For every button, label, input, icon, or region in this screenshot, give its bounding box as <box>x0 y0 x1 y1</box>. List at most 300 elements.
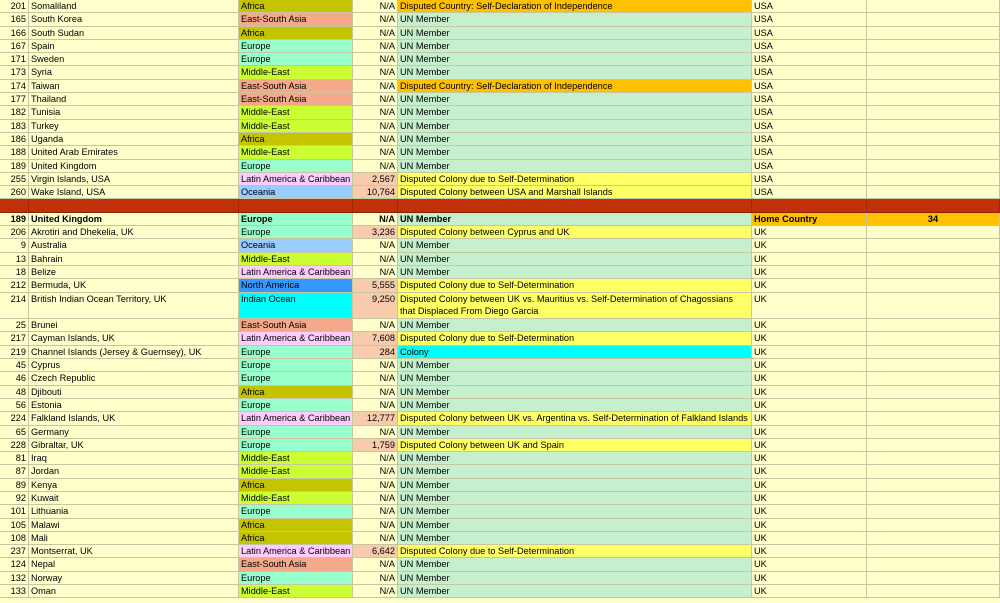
owner-cell[interactable]: UK <box>752 359 867 371</box>
region-cell[interactable]: Latin America & Caribbean <box>239 266 353 278</box>
id-cell[interactable]: 212 <box>0 279 29 291</box>
name-cell[interactable]: South Korea <box>29 13 239 25</box>
id-cell[interactable]: 228 <box>0 439 29 451</box>
distance-cell[interactable]: N/A <box>353 239 398 251</box>
count-cell[interactable] <box>867 186 1000 198</box>
count-cell[interactable] <box>867 386 1000 398</box>
owner-cell[interactable]: USA <box>752 186 867 198</box>
name-cell[interactable]: Norway <box>29 572 239 584</box>
region-cell[interactable]: Middle-East <box>239 66 353 78</box>
owner-cell[interactable]: UK <box>752 412 867 424</box>
table-row[interactable] <box>0 0 1000 13</box>
distance-cell[interactable]: N/A <box>353 66 398 78</box>
distance-cell[interactable]: N/A <box>353 585 398 597</box>
status-cell[interactable]: UN Member <box>398 319 752 331</box>
id-cell[interactable]: 65 <box>0 426 29 438</box>
count-cell[interactable] <box>867 359 1000 371</box>
status-cell[interactable]: Disputed Colony between USA and Marshall Islands <box>398 186 752 198</box>
region-cell[interactable]: Indian Ocean <box>239 293 353 319</box>
id-cell[interactable]: 189 <box>0 213 29 225</box>
owner-cell[interactable]: UK <box>752 346 867 358</box>
table-row[interactable] <box>0 386 1000 399</box>
table-row[interactable] <box>0 412 1000 425</box>
count-cell[interactable] <box>867 226 1000 238</box>
status-cell[interactable]: UN Member <box>398 120 752 132</box>
owner-cell[interactable]: UK <box>752 492 867 504</box>
name-cell[interactable]: Kenya <box>29 479 239 491</box>
status-cell[interactable]: Colony <box>398 346 752 358</box>
region-cell[interactable]: Oceania <box>239 239 353 251</box>
owner-cell[interactable]: UK <box>752 319 867 331</box>
id-cell[interactable]: 174 <box>0 80 29 92</box>
region-cell[interactable]: Europe <box>239 226 353 238</box>
id-cell[interactable]: 56 <box>0 399 29 411</box>
status-cell[interactable]: Disputed Colony between UK and Spain <box>398 439 752 451</box>
region-cell[interactable]: Europe <box>239 372 353 384</box>
owner-cell[interactable]: USA <box>752 66 867 78</box>
region-cell[interactable]: Latin America & Caribbean <box>239 545 353 557</box>
region-cell[interactable]: Africa <box>239 0 353 12</box>
count-cell[interactable] <box>867 53 1000 65</box>
distance-cell[interactable]: 6,642 <box>353 545 398 557</box>
status-cell[interactable]: Disputed Colony due to Self-Determination <box>398 545 752 557</box>
count-cell[interactable] <box>867 519 1000 531</box>
id-cell[interactable]: 201 <box>0 0 29 12</box>
status-cell[interactable]: UN Member <box>398 505 752 517</box>
distance-cell[interactable]: N/A <box>353 452 398 464</box>
table-row[interactable] <box>0 66 1000 79</box>
owner-cell[interactable]: USA <box>752 173 867 185</box>
owner-cell[interactable]: USA <box>752 106 867 118</box>
distance-cell[interactable]: N/A <box>353 93 398 105</box>
status-cell[interactable]: Disputed Colony due to Self-Determination <box>398 279 752 291</box>
table-row[interactable] <box>0 120 1000 133</box>
name-cell[interactable]: British Indian Ocean Territory, UK <box>29 293 239 319</box>
status-cell[interactable]: Disputed Colony due to Self-Determination <box>398 173 752 185</box>
name-cell[interactable]: Jordan <box>29 465 239 477</box>
status-cell[interactable]: UN Member <box>398 359 752 371</box>
region-cell[interactable]: Europe <box>239 572 353 584</box>
owner-cell[interactable]: UK <box>752 545 867 557</box>
table-row[interactable] <box>0 253 1000 266</box>
count-cell[interactable] <box>867 332 1000 344</box>
region-cell[interactable]: Africa <box>239 479 353 491</box>
region-cell[interactable]: Middle-East <box>239 452 353 464</box>
distance-cell[interactable]: N/A <box>353 213 398 225</box>
region-cell[interactable]: Europe <box>239 213 353 225</box>
status-cell[interactable]: UN Member <box>398 572 752 584</box>
owner-cell[interactable]: UK <box>752 426 867 438</box>
name-cell[interactable]: Bermuda, UK <box>29 279 239 291</box>
count-cell[interactable]: 34 <box>867 213 1000 225</box>
status-cell[interactable]: UN Member <box>398 40 752 52</box>
table-row[interactable] <box>0 479 1000 492</box>
table-row[interactable] <box>0 239 1000 252</box>
status-cell[interactable]: UN Member <box>398 146 752 158</box>
distance-cell[interactable]: N/A <box>353 386 398 398</box>
owner-cell[interactable]: UK <box>752 439 867 451</box>
distance-cell[interactable]: N/A <box>353 359 398 371</box>
owner-cell[interactable]: UK <box>752 266 867 278</box>
name-cell[interactable]: Akrotiri and Dhekelia, UK <box>29 226 239 238</box>
region-cell[interactable]: Middle-East <box>239 106 353 118</box>
distance-cell[interactable]: 284 <box>353 346 398 358</box>
status-cell[interactable]: Disputed Country: Self-Declaration of Independence <box>398 80 752 92</box>
status-cell[interactable]: UN Member <box>398 160 752 172</box>
distance-cell[interactable]: N/A <box>353 80 398 92</box>
id-cell[interactable]: 48 <box>0 386 29 398</box>
count-cell[interactable] <box>867 13 1000 25</box>
name-cell[interactable]: Kuwait <box>29 492 239 504</box>
separator-cell[interactable] <box>239 199 353 211</box>
table-row[interactable] <box>0 452 1000 465</box>
table-row[interactable] <box>0 27 1000 40</box>
name-cell[interactable]: Oman <box>29 585 239 597</box>
status-cell[interactable]: UN Member <box>398 386 752 398</box>
table-row[interactable] <box>0 186 1000 199</box>
name-cell[interactable]: Gibraltar, UK <box>29 439 239 451</box>
distance-cell[interactable]: N/A <box>353 133 398 145</box>
name-cell[interactable]: Syria <box>29 66 239 78</box>
separator-cell[interactable] <box>353 199 398 211</box>
name-cell[interactable]: Nepal <box>29 558 239 570</box>
count-cell[interactable] <box>867 279 1000 291</box>
status-cell[interactable]: UN Member <box>398 399 752 411</box>
region-cell[interactable]: Africa <box>239 133 353 145</box>
name-cell[interactable]: Uganda <box>29 133 239 145</box>
distance-cell[interactable]: 7,608 <box>353 332 398 344</box>
id-cell[interactable]: 13 <box>0 253 29 265</box>
status-cell[interactable]: UN Member <box>398 93 752 105</box>
id-cell[interactable]: 81 <box>0 452 29 464</box>
name-cell[interactable]: Spain <box>29 40 239 52</box>
table-row[interactable] <box>0 572 1000 585</box>
owner-cell[interactable]: UK <box>752 239 867 251</box>
count-cell[interactable] <box>867 426 1000 438</box>
distance-cell[interactable]: N/A <box>353 106 398 118</box>
name-cell[interactable]: Tunisia <box>29 106 239 118</box>
status-cell[interactable]: UN Member <box>398 465 752 477</box>
status-cell[interactable]: UN Member <box>398 532 752 544</box>
status-cell[interactable]: UN Member <box>398 492 752 504</box>
id-cell[interactable]: 217 <box>0 332 29 344</box>
region-cell[interactable]: East-South Asia <box>239 558 353 570</box>
count-cell[interactable] <box>867 106 1000 118</box>
id-cell[interactable]: 260 <box>0 186 29 198</box>
status-cell[interactable]: UN Member <box>398 239 752 251</box>
name-cell[interactable]: South Sudan <box>29 27 239 39</box>
name-cell[interactable]: Djibouti <box>29 386 239 398</box>
name-cell[interactable]: Bahrain <box>29 253 239 265</box>
table-row[interactable] <box>0 146 1000 159</box>
table-row[interactable] <box>0 399 1000 412</box>
id-cell[interactable]: 45 <box>0 359 29 371</box>
owner-cell[interactable]: USA <box>752 146 867 158</box>
distance-cell[interactable]: 10,764 <box>353 186 398 198</box>
table-row[interactable] <box>0 585 1000 598</box>
status-cell[interactable]: UN Member <box>398 585 752 597</box>
owner-cell[interactable]: USA <box>752 80 867 92</box>
name-cell[interactable]: Lithuania <box>29 505 239 517</box>
table-row[interactable] <box>0 266 1000 279</box>
owner-cell[interactable]: USA <box>752 13 867 25</box>
owner-cell[interactable]: UK <box>752 279 867 291</box>
region-cell[interactable]: Middle-East <box>239 492 353 504</box>
status-cell[interactable]: UN Member <box>398 426 752 438</box>
name-cell[interactable]: Falkland Islands, UK <box>29 412 239 424</box>
owner-cell[interactable]: UK <box>752 558 867 570</box>
name-cell[interactable]: Virgin Islands, USA <box>29 173 239 185</box>
count-cell[interactable] <box>867 465 1000 477</box>
id-cell[interactable]: 89 <box>0 479 29 491</box>
count-cell[interactable] <box>867 505 1000 517</box>
region-cell[interactable]: Europe <box>239 426 353 438</box>
separator-cell[interactable] <box>867 199 1000 211</box>
distance-cell[interactable]: N/A <box>353 27 398 39</box>
id-cell[interactable]: 108 <box>0 532 29 544</box>
owner-cell[interactable]: UK <box>752 372 867 384</box>
status-cell[interactable]: UN Member <box>398 519 752 531</box>
distance-cell[interactable]: 2,567 <box>353 173 398 185</box>
id-cell[interactable]: 189 <box>0 160 29 172</box>
distance-cell[interactable]: N/A <box>353 426 398 438</box>
name-cell[interactable]: United Kingdom <box>29 213 239 225</box>
distance-cell[interactable]: 12,777 <box>353 412 398 424</box>
table-row[interactable] <box>0 346 1000 359</box>
separator-row[interactable] <box>0 199 1000 212</box>
region-cell[interactable]: Oceania <box>239 186 353 198</box>
count-cell[interactable] <box>867 293 1000 319</box>
id-cell[interactable]: 166 <box>0 27 29 39</box>
table-row[interactable] <box>0 426 1000 439</box>
count-cell[interactable] <box>867 40 1000 52</box>
id-cell[interactable]: 167 <box>0 40 29 52</box>
status-cell[interactable]: UN Member <box>398 266 752 278</box>
distance-cell[interactable]: N/A <box>353 372 398 384</box>
distance-cell[interactable]: N/A <box>353 572 398 584</box>
distance-cell[interactable]: N/A <box>353 40 398 52</box>
id-cell[interactable]: 46 <box>0 372 29 384</box>
owner-cell[interactable]: USA <box>752 120 867 132</box>
name-cell[interactable]: Germany <box>29 426 239 438</box>
owner-cell[interactable]: UK <box>752 585 867 597</box>
status-cell[interactable]: UN Member <box>398 213 752 225</box>
table-row[interactable] <box>0 372 1000 385</box>
status-cell[interactable]: Disputed Country: Self-Declaration of Independence <box>398 0 752 12</box>
id-cell[interactable]: 255 <box>0 173 29 185</box>
count-cell[interactable] <box>867 133 1000 145</box>
status-cell[interactable]: UN Member <box>398 479 752 491</box>
owner-cell[interactable]: UK <box>752 399 867 411</box>
count-cell[interactable] <box>867 585 1000 597</box>
separator-cell[interactable] <box>752 199 867 211</box>
name-cell[interactable]: Mali <box>29 532 239 544</box>
id-cell[interactable]: 165 <box>0 13 29 25</box>
distance-cell[interactable]: N/A <box>353 479 398 491</box>
owner-cell[interactable]: USA <box>752 93 867 105</box>
owner-cell[interactable]: UK <box>752 386 867 398</box>
id-cell[interactable]: 186 <box>0 133 29 145</box>
table-row[interactable] <box>0 558 1000 571</box>
status-cell[interactable]: Disputed Colony due to Self-Determination <box>398 332 752 344</box>
status-cell[interactable]: Disputed Colony between Cyprus and UK <box>398 226 752 238</box>
count-cell[interactable] <box>867 253 1000 265</box>
region-cell[interactable]: East-South Asia <box>239 93 353 105</box>
status-cell[interactable]: UN Member <box>398 133 752 145</box>
table-row[interactable] <box>0 93 1000 106</box>
distance-cell[interactable]: 5,555 <box>353 279 398 291</box>
region-cell[interactable]: Latin America & Caribbean <box>239 332 353 344</box>
id-cell[interactable]: 237 <box>0 545 29 557</box>
status-cell[interactable]: UN Member <box>398 27 752 39</box>
owner-cell[interactable]: UK <box>752 572 867 584</box>
region-cell[interactable]: East-South Asia <box>239 80 353 92</box>
region-cell[interactable]: Middle-East <box>239 465 353 477</box>
owner-cell[interactable]: USA <box>752 160 867 172</box>
owner-cell[interactable]: Home Country <box>752 213 867 225</box>
region-cell[interactable]: Europe <box>239 399 353 411</box>
count-cell[interactable] <box>867 239 1000 251</box>
id-cell[interactable]: 105 <box>0 519 29 531</box>
table-row[interactable] <box>0 319 1000 332</box>
name-cell[interactable]: Estonia <box>29 399 239 411</box>
count-cell[interactable] <box>867 146 1000 158</box>
table-row[interactable] <box>0 545 1000 558</box>
distance-cell[interactable]: 3,236 <box>353 226 398 238</box>
id-cell[interactable]: 92 <box>0 492 29 504</box>
id-cell[interactable]: 214 <box>0 293 29 319</box>
owner-cell[interactable]: UK <box>752 452 867 464</box>
id-cell[interactable]: 183 <box>0 120 29 132</box>
count-cell[interactable] <box>867 0 1000 12</box>
status-cell[interactable]: UN Member <box>398 253 752 265</box>
distance-cell[interactable]: N/A <box>353 253 398 265</box>
id-cell[interactable]: 25 <box>0 319 29 331</box>
count-cell[interactable] <box>867 399 1000 411</box>
distance-cell[interactable]: N/A <box>353 465 398 477</box>
name-cell[interactable]: Cayman Islands, UK <box>29 332 239 344</box>
owner-cell[interactable]: UK <box>752 226 867 238</box>
status-cell[interactable]: UN Member <box>398 106 752 118</box>
distance-cell[interactable]: N/A <box>353 532 398 544</box>
name-cell[interactable]: Brunei <box>29 319 239 331</box>
separator-cell[interactable] <box>398 199 752 211</box>
count-cell[interactable] <box>867 120 1000 132</box>
region-cell[interactable]: Middle-East <box>239 146 353 158</box>
distance-cell[interactable]: 1,759 <box>353 439 398 451</box>
count-cell[interactable] <box>867 545 1000 557</box>
count-cell[interactable] <box>867 80 1000 92</box>
table-row[interactable] <box>0 173 1000 186</box>
name-cell[interactable]: Belize <box>29 266 239 278</box>
count-cell[interactable] <box>867 266 1000 278</box>
owner-cell[interactable]: UK <box>752 519 867 531</box>
id-cell[interactable]: 133 <box>0 585 29 597</box>
id-cell[interactable]: 219 <box>0 346 29 358</box>
count-cell[interactable] <box>867 372 1000 384</box>
name-cell[interactable]: Malawi <box>29 519 239 531</box>
count-cell[interactable] <box>867 66 1000 78</box>
name-cell[interactable]: Montserrat, UK <box>29 545 239 557</box>
table-row[interactable] <box>0 279 1000 292</box>
region-cell[interactable]: North America <box>239 279 353 291</box>
region-cell[interactable]: Europe <box>239 53 353 65</box>
status-cell[interactable]: UN Member <box>398 372 752 384</box>
id-cell[interactable]: 9 <box>0 239 29 251</box>
region-cell[interactable]: Europe <box>239 40 353 52</box>
id-cell[interactable]: 171 <box>0 53 29 65</box>
distance-cell[interactable]: N/A <box>353 146 398 158</box>
region-cell[interactable]: East-South Asia <box>239 13 353 25</box>
distance-cell[interactable]: N/A <box>353 399 398 411</box>
id-cell[interactable]: 177 <box>0 93 29 105</box>
count-cell[interactable] <box>867 173 1000 185</box>
region-cell[interactable]: Europe <box>239 505 353 517</box>
region-cell[interactable]: Latin America & Caribbean <box>239 173 353 185</box>
count-cell[interactable] <box>867 452 1000 464</box>
table-row[interactable] <box>0 359 1000 372</box>
count-cell[interactable] <box>867 479 1000 491</box>
owner-cell[interactable]: UK <box>752 293 867 319</box>
region-cell[interactable]: Latin America & Caribbean <box>239 412 353 424</box>
table-row[interactable] <box>0 226 1000 239</box>
name-cell[interactable]: Thailand <box>29 93 239 105</box>
name-cell[interactable]: Sweden <box>29 53 239 65</box>
id-cell[interactable]: 182 <box>0 106 29 118</box>
distance-cell[interactable]: N/A <box>353 160 398 172</box>
name-cell[interactable]: Turkey <box>29 120 239 132</box>
name-cell[interactable]: United Arab Emirates <box>29 146 239 158</box>
name-cell[interactable]: United Kingdom <box>29 160 239 172</box>
id-cell[interactable]: 87 <box>0 465 29 477</box>
table-row[interactable] <box>0 505 1000 518</box>
region-cell[interactable]: Europe <box>239 359 353 371</box>
status-cell[interactable]: UN Member <box>398 53 752 65</box>
id-cell[interactable]: 206 <box>0 226 29 238</box>
owner-cell[interactable]: UK <box>752 465 867 477</box>
status-cell[interactable]: UN Member <box>398 13 752 25</box>
name-cell[interactable]: Cyprus <box>29 359 239 371</box>
id-cell[interactable]: 101 <box>0 505 29 517</box>
id-cell[interactable]: 224 <box>0 412 29 424</box>
owner-cell[interactable]: USA <box>752 0 867 12</box>
name-cell[interactable]: Somaliland <box>29 0 239 12</box>
table-row[interactable] <box>0 133 1000 146</box>
owner-cell[interactable]: UK <box>752 479 867 491</box>
table-row[interactable] <box>0 465 1000 478</box>
owner-cell[interactable]: USA <box>752 133 867 145</box>
distance-cell[interactable]: N/A <box>353 53 398 65</box>
owner-cell[interactable]: USA <box>752 27 867 39</box>
region-cell[interactable]: Middle-East <box>239 253 353 265</box>
distance-cell[interactable]: N/A <box>353 319 398 331</box>
table-row[interactable] <box>0 519 1000 532</box>
region-cell[interactable]: Europe <box>239 439 353 451</box>
status-cell[interactable]: Disputed Colony between UK vs. Mauritius vs. Self-Determination of Chagossians that Displaced From Diego Garcia <box>398 293 752 319</box>
region-cell[interactable]: Africa <box>239 27 353 39</box>
distance-cell[interactable]: N/A <box>353 519 398 531</box>
name-cell[interactable]: Wake Island, USA <box>29 186 239 198</box>
table-row[interactable] <box>0 332 1000 345</box>
table-row[interactable] <box>0 532 1000 545</box>
owner-cell[interactable]: UK <box>752 505 867 517</box>
count-cell[interactable] <box>867 558 1000 570</box>
count-cell[interactable] <box>867 572 1000 584</box>
owner-cell[interactable]: UK <box>752 332 867 344</box>
region-cell[interactable]: Africa <box>239 386 353 398</box>
status-cell[interactable]: UN Member <box>398 558 752 570</box>
distance-cell[interactable]: N/A <box>353 120 398 132</box>
